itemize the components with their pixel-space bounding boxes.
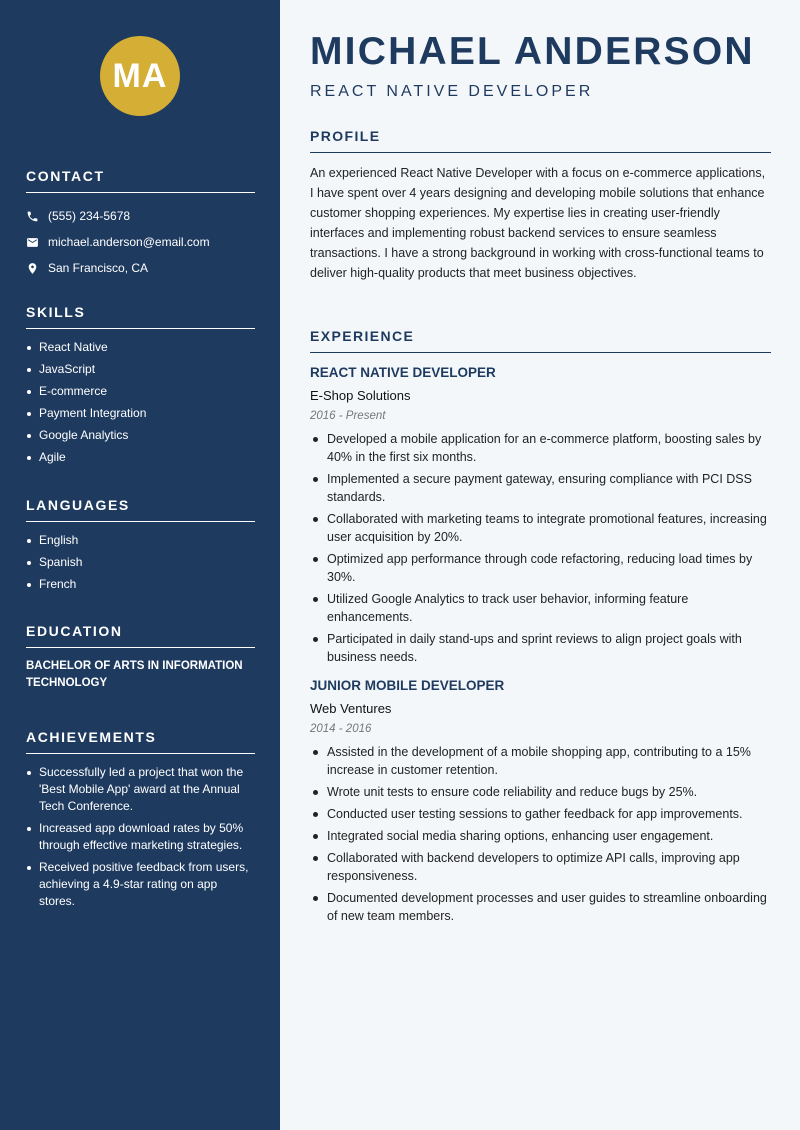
profile-text: An experienced React Native Developer with a focus on e-commerce applications, I have spent over 4 years designing and developing mobile solutions that enhance customer shopping experiences. My expertise lies in creating user-friendly interfaces and implementing robust backend services to ensure seamless transactions. I have a strong background in working with cross-functional teams to deliver high-quality products that meet business objectives. xyxy=(310,166,766,280)
job-bullet: Utilized Google Analytics to track user behavior, informing feature enhancements. xyxy=(310,590,771,626)
achievement-item: Received positive feedback from users, achieving a 4.9-star rating on app stores. xyxy=(26,859,255,910)
avatar: MA xyxy=(100,36,180,116)
job-bullet: Optimized app performance through code refactoring, reducing load times by 30%. xyxy=(310,550,771,586)
job-bullet: Integrated social media sharing options, enhancing user engagement. xyxy=(310,827,771,845)
email-text: michael.anderson@email.com xyxy=(48,235,210,249)
education-section xyxy=(26,623,255,692)
skills-heading: SKILLS xyxy=(26,304,255,329)
job-bullet: Documented development processes and user guides to streamline onboarding of new team members. xyxy=(310,889,771,925)
job-bullet: Implemented a secure payment gateway, ensuring compliance with PCI DSS standards. xyxy=(310,470,771,506)
contact-email[interactable] xyxy=(26,229,255,255)
job-dates: 2016 - Present xyxy=(310,410,386,422)
job-headline: REACT NATIVE DEVELOPER xyxy=(310,83,594,100)
company-name: Web Ventures xyxy=(310,701,392,716)
contact-heading: CONTACT xyxy=(26,168,255,193)
achievement-item: Successfully led a project that won the 'Best Mobile App' award at the Annual Tech Conference. xyxy=(26,764,255,815)
job-bullets xyxy=(310,743,771,925)
achievements-heading: ACHIEVEMENTS xyxy=(26,729,255,754)
job-dates: 2014 - 2016 xyxy=(310,723,372,735)
experience-heading: EXPERIENCE xyxy=(310,328,771,353)
skill-item: Agile xyxy=(26,449,255,466)
location-pin-icon xyxy=(26,262,39,275)
skill-item: Payment Integration xyxy=(26,405,255,422)
job-bullet: Conducted user testing sessions to gather feedback for app improvements. xyxy=(310,805,771,823)
email-icon xyxy=(26,236,39,249)
language-item: Spanish xyxy=(26,554,255,571)
profile-heading: PROFILE xyxy=(310,128,771,153)
job-title: REACT NATIVE DEVELOPER xyxy=(310,365,496,380)
languages-list xyxy=(26,532,255,593)
contact-section xyxy=(26,168,255,281)
job-entry xyxy=(310,678,771,925)
phone-icon xyxy=(26,210,39,223)
contact-location xyxy=(26,255,255,281)
education-heading: EDUCATION xyxy=(26,623,255,648)
job-bullet: Collaborated with backend developers to optimize API calls, improving app responsiveness. xyxy=(310,849,771,885)
skills-section xyxy=(26,304,255,471)
languages-section xyxy=(26,497,255,598)
phone-text: (555) 234-5678 xyxy=(48,209,131,223)
job-bullet: Participated in daily stand-ups and sprint reviews to align project goals with business needs. xyxy=(310,630,771,666)
skill-item: E-commerce xyxy=(26,383,255,400)
job-bullet: Assisted in the development of a mobile shopping app, contributing to a 15% increase in customer retention. xyxy=(310,743,771,779)
company-name: E-Shop Solutions xyxy=(310,388,411,403)
profile-section xyxy=(310,128,771,283)
languages-heading: LANGUAGES xyxy=(26,497,255,522)
job-entry xyxy=(310,365,771,666)
job-bullets xyxy=(310,430,771,666)
achievements-list xyxy=(26,764,255,910)
sidebar xyxy=(0,0,280,1130)
job-title: JUNIOR MOBILE DEVELOPER xyxy=(310,678,505,693)
contact-phone[interactable] xyxy=(26,203,255,229)
skill-item: React Native xyxy=(26,339,255,356)
experience-section xyxy=(310,328,771,929)
language-item: English xyxy=(26,532,255,549)
job-bullet: Developed a mobile application for an e-commerce platform, boosting sales by 40% in the first six months. xyxy=(310,430,771,466)
language-item: French xyxy=(26,576,255,593)
degree-title: BACHELOR OF ARTS IN INFORMATION TECHNOLOGY xyxy=(26,660,243,689)
job-bullet: Wrote unit tests to ensure code reliability and reduce bugs by 25%. xyxy=(310,783,771,801)
achievement-item: Increased app download rates by 50% through effective marketing strategies. xyxy=(26,820,255,854)
candidate-name: MICHAEL ANDERSON xyxy=(310,30,755,73)
location-text: San Francisco, CA xyxy=(48,261,149,275)
skill-item: Google Analytics xyxy=(26,427,255,444)
skills-list xyxy=(26,339,255,466)
skill-item: JavaScript xyxy=(26,361,255,378)
job-bullet: Collaborated with marketing teams to integrate promotional features, increasing user acquisition by 20%. xyxy=(310,510,771,546)
achievements-section xyxy=(26,729,255,915)
